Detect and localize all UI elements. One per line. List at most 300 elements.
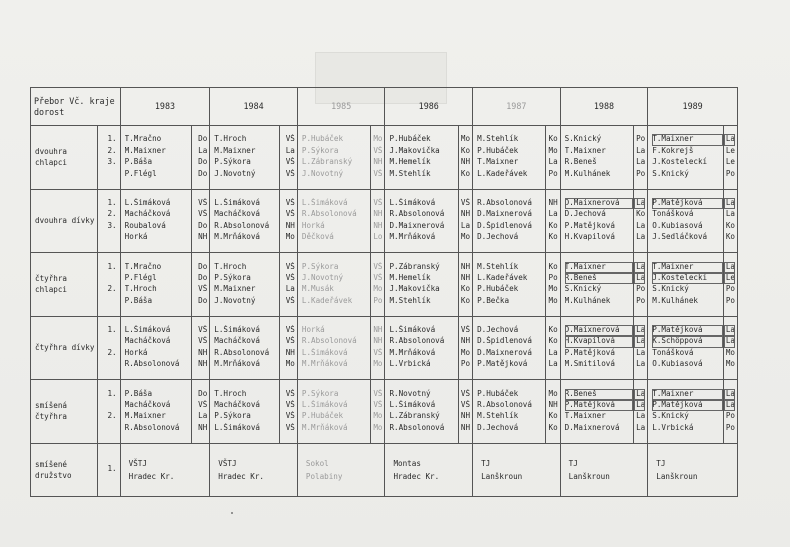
club-code: La bbox=[636, 145, 646, 155]
player-name: L.Šimáková bbox=[214, 325, 260, 335]
club-code: VŠ bbox=[198, 400, 208, 409]
player-name: L.Šimáková bbox=[301, 400, 348, 409]
club-codes-cell bbox=[279, 253, 297, 317]
section-row bbox=[31, 189, 738, 253]
club-code: Po bbox=[636, 134, 646, 144]
player-name: Děčková bbox=[301, 232, 334, 242]
club-code: NH bbox=[460, 209, 471, 219]
ink-speck bbox=[231, 512, 233, 514]
table-title: Přebor Vč. kraje dorost bbox=[31, 88, 121, 126]
player-name: L.Kadeřávek bbox=[477, 168, 528, 178]
club-codes-cell bbox=[191, 316, 209, 380]
header-row bbox=[31, 88, 738, 126]
player-name: L.Šimáková bbox=[214, 422, 260, 432]
player-name: R.Absolonová bbox=[301, 336, 357, 346]
club-code: Do bbox=[198, 272, 208, 282]
club-code: La bbox=[636, 422, 646, 432]
club-code: Ko bbox=[548, 325, 558, 335]
player-name: M.Stehlík bbox=[389, 168, 431, 178]
club-codes-cell bbox=[279, 316, 297, 380]
category-label: smíšené družstvo bbox=[31, 443, 98, 496]
placement-number bbox=[98, 400, 116, 411]
player-name: D.Maixnerová bbox=[389, 220, 445, 230]
placement-number bbox=[98, 273, 116, 284]
player-name: L.Šimáková bbox=[124, 325, 171, 335]
player-name: F.Kokrejš bbox=[652, 145, 694, 155]
club-code: La bbox=[634, 336, 645, 347]
year-header: 1985 bbox=[297, 88, 385, 126]
club-code: La bbox=[636, 157, 646, 167]
club-code: VŠ bbox=[285, 134, 295, 144]
club-code: La bbox=[725, 209, 735, 219]
player-name: M.Mrňáková bbox=[389, 347, 436, 357]
club-code: Ko bbox=[548, 232, 558, 242]
player-name: M.Mrňáková bbox=[389, 232, 436, 242]
player-names-cell bbox=[210, 380, 279, 444]
year-header: 1983 bbox=[120, 88, 210, 126]
player-name: P.Báša bbox=[124, 388, 153, 398]
section-row bbox=[31, 253, 738, 317]
club-code: La bbox=[634, 198, 645, 209]
placement-number: 1. bbox=[107, 134, 117, 144]
player-name: P.Matějková bbox=[652, 198, 722, 209]
player-name: D.Špidlenová bbox=[477, 336, 532, 346]
player-name: M.Maixner bbox=[214, 284, 256, 294]
team-cell bbox=[473, 443, 561, 496]
club-code: La bbox=[724, 134, 735, 145]
club-code: NH bbox=[373, 220, 383, 230]
player-name: Roubalová bbox=[124, 220, 166, 230]
club-codes-cell bbox=[279, 126, 297, 190]
player-names-cell bbox=[297, 253, 370, 317]
team-cell bbox=[210, 443, 298, 496]
player-name: D.Maixnerová bbox=[565, 198, 633, 209]
team-name: Sokol bbox=[305, 458, 329, 468]
club-code: VŠ bbox=[373, 168, 383, 178]
player-name: D.Maixnerová bbox=[477, 347, 532, 357]
club-code: Mo bbox=[548, 145, 558, 155]
placement-number bbox=[98, 296, 116, 307]
category-label: dvouhra dívky bbox=[31, 189, 98, 253]
player-name: P.Matějková bbox=[564, 220, 615, 230]
player-name: T.Hroch bbox=[214, 261, 247, 271]
player-name: P.Hubáček bbox=[301, 411, 344, 421]
club-codes-cell bbox=[191, 253, 209, 317]
player-name: J.Novotný bbox=[301, 168, 344, 178]
placement-number: 3. bbox=[107, 157, 117, 167]
player-name: Macháčková bbox=[214, 209, 260, 219]
club-code: VŠ bbox=[198, 325, 208, 335]
player-name: P.Sýkora bbox=[301, 261, 339, 271]
club-codes-cell bbox=[191, 126, 209, 190]
player-name: R.Absolonová bbox=[301, 209, 357, 219]
club-code: La bbox=[460, 220, 471, 230]
club-code: Do bbox=[198, 157, 208, 167]
section-row bbox=[31, 380, 738, 444]
team-name: TJ bbox=[656, 458, 666, 468]
year-header: 1986 bbox=[385, 88, 473, 126]
player-names-cell bbox=[120, 126, 191, 190]
player-names-cell bbox=[210, 253, 279, 317]
player-names-cell bbox=[297, 126, 370, 190]
club-code: VŠ bbox=[373, 198, 383, 208]
player-name: Macháčková bbox=[124, 336, 171, 346]
player-name: R.Absolonová bbox=[477, 400, 532, 409]
club-code: Do bbox=[198, 261, 208, 271]
player-name: P.Hubáček bbox=[477, 284, 519, 294]
placement-number bbox=[98, 423, 116, 434]
player-names-cell bbox=[473, 253, 546, 317]
club-code: Mo bbox=[548, 295, 558, 305]
player-names-cell bbox=[385, 253, 458, 317]
club-code: Mo bbox=[548, 388, 558, 398]
club-codes-cell bbox=[371, 316, 385, 380]
player-name: J.Makovička bbox=[389, 145, 440, 155]
player-name: M.Smitilová bbox=[564, 359, 615, 369]
club-code: Po bbox=[725, 168, 735, 178]
club-code: VŠ bbox=[460, 388, 471, 398]
section-row bbox=[31, 126, 738, 190]
club-codes-cell bbox=[723, 253, 737, 317]
player-name: R.Beneš bbox=[565, 389, 633, 400]
club-code: Do bbox=[198, 134, 208, 144]
club-code: VŠ bbox=[373, 272, 383, 282]
team-city: Polabiny bbox=[305, 471, 343, 481]
club-code: NH bbox=[373, 325, 383, 335]
club-code: La bbox=[636, 347, 646, 357]
club-code: VŠ bbox=[285, 336, 295, 346]
club-codes-cell bbox=[723, 316, 737, 380]
player-name: O.Kubiasová bbox=[652, 220, 703, 230]
placement-number: 2. bbox=[107, 411, 117, 421]
club-code: La bbox=[724, 336, 735, 347]
player-name: P.Zábranský bbox=[389, 261, 440, 271]
player-name: T.Maixner bbox=[564, 411, 606, 421]
team-name: TJ bbox=[481, 458, 491, 468]
player-name: T.Maixner bbox=[652, 262, 722, 273]
club-code: NH bbox=[285, 347, 295, 357]
player-name: M.Mrňáková bbox=[301, 422, 348, 432]
club-codes-cell bbox=[633, 316, 647, 380]
player-name: R.Beneš bbox=[564, 157, 597, 167]
club-code: NH bbox=[198, 232, 208, 242]
club-codes-cell bbox=[458, 380, 472, 444]
player-names-cell bbox=[648, 189, 723, 253]
player-name: P.Flégl bbox=[124, 272, 157, 282]
placement-column bbox=[98, 380, 120, 444]
player-name: Tonášková bbox=[652, 209, 694, 219]
club-code: Ko bbox=[548, 336, 558, 346]
player-name: Horká bbox=[124, 232, 148, 242]
club-code: NH bbox=[548, 400, 558, 409]
placement-number bbox=[98, 169, 116, 180]
team-city: Lanškroun bbox=[481, 471, 523, 481]
club-code: La bbox=[724, 400, 735, 411]
club-code: La bbox=[636, 359, 646, 369]
player-name: Macháčková bbox=[124, 400, 171, 409]
player-name: O.Kubiasová bbox=[652, 359, 703, 369]
placement-number: 2. bbox=[107, 284, 117, 294]
player-name: L.Šimáková bbox=[214, 198, 260, 208]
placement-number: 1. bbox=[107, 464, 117, 474]
year-header: 1987 bbox=[473, 88, 561, 126]
club-code: Mo bbox=[373, 411, 383, 421]
club-code: VŠ bbox=[198, 198, 208, 208]
player-name: T.Hroch bbox=[214, 388, 247, 398]
club-code: VŠ bbox=[285, 325, 295, 335]
club-codes-cell bbox=[371, 253, 385, 317]
year-header: 1989 bbox=[648, 88, 738, 126]
team-cell bbox=[560, 443, 648, 496]
player-name: D.Špidlenová bbox=[477, 220, 532, 230]
club-code: Po bbox=[548, 168, 558, 178]
club-code: La bbox=[548, 157, 558, 167]
player-names-cell bbox=[385, 189, 458, 253]
player-name: H.Kvapilová bbox=[565, 336, 633, 347]
player-name: Horká bbox=[301, 325, 325, 335]
club-code: Ko bbox=[548, 411, 558, 421]
club-code: VŠ bbox=[198, 336, 208, 346]
player-name: P.Sýkora bbox=[214, 157, 251, 167]
club-code: Ko bbox=[636, 209, 646, 219]
player-names-cell bbox=[560, 253, 633, 317]
player-name: M.Stehlík bbox=[477, 261, 519, 271]
player-name: S.Knický bbox=[652, 168, 689, 178]
club-code: La bbox=[724, 262, 735, 273]
club-code: Do bbox=[198, 295, 208, 305]
player-name: T.Maixner bbox=[564, 145, 606, 155]
player-name: P.Bečka bbox=[477, 295, 510, 305]
club-code: VŠ bbox=[285, 168, 295, 178]
player-name: M.Maixner bbox=[214, 145, 256, 155]
player-name: L.Kadeřávek bbox=[301, 295, 353, 305]
club-codes-cell bbox=[191, 189, 209, 253]
club-code: Mo bbox=[373, 134, 383, 144]
player-name: P.Sýkora bbox=[301, 145, 339, 155]
club-code: Mo bbox=[285, 359, 295, 369]
player-name: P.Hubáček bbox=[301, 134, 344, 144]
player-name: S.Knický bbox=[564, 284, 602, 294]
player-name: D.Jechová bbox=[477, 232, 519, 242]
placement-number: 3. bbox=[107, 220, 117, 230]
club-codes-cell bbox=[723, 189, 737, 253]
player-names-cell bbox=[385, 126, 458, 190]
player-name: S.Knický bbox=[652, 411, 689, 421]
club-code: NH bbox=[460, 411, 471, 421]
club-codes-cell bbox=[371, 126, 385, 190]
club-code: Mo bbox=[725, 359, 735, 369]
player-names-cell bbox=[210, 126, 279, 190]
club-code: Po bbox=[636, 168, 646, 178]
player-name: D.Maixnerová bbox=[565, 325, 633, 336]
player-names-cell bbox=[648, 380, 723, 444]
player-name: M.Mrňáková bbox=[301, 359, 348, 369]
player-names-cell bbox=[473, 126, 546, 190]
player-name: J.Novotný bbox=[214, 295, 256, 305]
club-code: VŠ bbox=[285, 411, 295, 421]
club-codes-cell bbox=[458, 126, 472, 190]
club-code: Po bbox=[460, 359, 471, 369]
player-names-cell bbox=[473, 380, 546, 444]
club-code: VŠ bbox=[285, 261, 295, 271]
club-code: NH bbox=[460, 272, 471, 282]
player-name: D.Jechová bbox=[564, 209, 606, 219]
year-header: 1984 bbox=[210, 88, 298, 126]
club-code: Le bbox=[725, 157, 735, 167]
player-name: M.Maixner bbox=[124, 145, 166, 155]
category-label: smíšená čtyřhra bbox=[31, 380, 98, 444]
year-header: 1988 bbox=[560, 88, 648, 126]
player-name: P.Sýkora bbox=[301, 388, 339, 398]
player-name: Macháčková bbox=[214, 400, 260, 409]
club-code: La bbox=[634, 400, 645, 411]
team-cell bbox=[385, 443, 473, 496]
club-code: Le bbox=[724, 273, 735, 284]
category-label: dvouhra chlapci bbox=[31, 126, 98, 190]
player-name: T.Maixner bbox=[565, 262, 633, 273]
placement-number: 1. bbox=[107, 325, 117, 335]
club-codes-cell bbox=[279, 189, 297, 253]
player-names-cell bbox=[120, 189, 191, 253]
player-names-cell bbox=[473, 316, 546, 380]
club-code: Po bbox=[373, 295, 383, 305]
player-name: M.Stehlík bbox=[477, 411, 519, 421]
placement-column bbox=[98, 253, 120, 317]
player-name: P.Matějková bbox=[652, 325, 722, 336]
player-name: R.Absolonová bbox=[214, 220, 270, 230]
club-code: NH bbox=[460, 261, 471, 271]
player-name: P.Hubáček bbox=[477, 145, 519, 155]
club-code: La bbox=[636, 220, 646, 230]
club-codes-cell bbox=[458, 189, 472, 253]
player-name: R.Absolonová bbox=[214, 347, 270, 357]
player-name: T.Hroch bbox=[124, 284, 157, 294]
placement-number: 2. bbox=[107, 145, 117, 155]
placement-number: 1. bbox=[107, 198, 117, 208]
player-name: M.Maixner bbox=[124, 411, 166, 421]
club-code: Mo bbox=[373, 359, 383, 369]
club-code: Po bbox=[636, 284, 646, 294]
player-name: T.Mračno bbox=[124, 134, 162, 144]
player-names-cell bbox=[120, 380, 191, 444]
club-code: Ko bbox=[460, 284, 471, 294]
club-code: La bbox=[724, 325, 735, 336]
player-name: P.Báša bbox=[124, 157, 153, 167]
player-name: P.Sýkora bbox=[214, 411, 251, 421]
player-name: L.Vrbická bbox=[652, 422, 694, 432]
player-name: J.Kosteleckí bbox=[652, 273, 722, 284]
player-name: L.Šimáková bbox=[389, 325, 436, 335]
player-name: L.Šimáková bbox=[389, 198, 436, 208]
player-name: M.Musák bbox=[301, 284, 334, 294]
player-name: M.Stehlík bbox=[389, 295, 431, 305]
player-name: R.Absolonová bbox=[124, 422, 180, 432]
club-codes-cell bbox=[633, 380, 647, 444]
player-name: Macháčková bbox=[124, 209, 171, 219]
club-code: VŠ bbox=[373, 347, 383, 357]
club-code: La bbox=[634, 325, 645, 336]
club-code: Mo bbox=[285, 232, 295, 242]
player-name: M.Kulhánek bbox=[564, 168, 611, 178]
player-name: J.Novotný bbox=[214, 168, 256, 178]
club-codes-cell bbox=[546, 316, 560, 380]
player-names-cell bbox=[120, 253, 191, 317]
player-names-cell bbox=[648, 316, 723, 380]
placement-column bbox=[98, 126, 120, 190]
club-code: NH bbox=[373, 336, 383, 346]
player-name: K.Schöppová bbox=[652, 336, 722, 347]
player-name: J.Novotný bbox=[301, 272, 344, 282]
club-code: VŠ bbox=[373, 261, 383, 271]
player-name: D.Jechová bbox=[477, 422, 519, 432]
player-name: P.Matějková bbox=[564, 347, 615, 357]
club-codes-cell bbox=[279, 380, 297, 444]
club-code: NH bbox=[198, 347, 208, 357]
team-city: Hradec Kr. bbox=[393, 471, 440, 481]
club-code: Po bbox=[725, 295, 735, 305]
club-code: La bbox=[634, 389, 645, 400]
player-name: R.Absolonová bbox=[389, 336, 445, 346]
club-code: NH bbox=[460, 422, 471, 432]
club-code: La bbox=[285, 145, 295, 155]
player-name: Macháčková bbox=[214, 336, 260, 346]
club-code: Mo bbox=[460, 232, 471, 242]
club-codes-cell bbox=[458, 253, 472, 317]
team-name: VŠTJ bbox=[128, 458, 147, 468]
player-names-cell bbox=[560, 189, 633, 253]
club-codes-cell bbox=[371, 189, 385, 253]
club-code: NH bbox=[373, 209, 383, 219]
player-names-cell bbox=[648, 126, 723, 190]
player-names-cell bbox=[560, 126, 633, 190]
player-name: T.Maixner bbox=[652, 134, 722, 145]
team-cell bbox=[297, 443, 385, 496]
club-code: NH bbox=[460, 157, 471, 167]
club-code: Do bbox=[198, 388, 208, 398]
club-code: Mo bbox=[725, 347, 735, 357]
club-code: La bbox=[198, 145, 208, 155]
club-code: VŠ bbox=[285, 157, 295, 167]
player-name: L.Zábranský bbox=[389, 411, 440, 421]
team-name: TJ bbox=[568, 458, 578, 468]
player-name: L.Zábranský bbox=[301, 157, 353, 167]
placement-number: 2. bbox=[107, 347, 117, 357]
club-code: Ko bbox=[548, 134, 558, 144]
placement-number: 1. bbox=[107, 261, 117, 271]
player-name: D.Maixnerová bbox=[564, 422, 620, 432]
placement-number: 1. bbox=[107, 388, 117, 398]
player-name: M.Hemelík bbox=[389, 157, 431, 167]
club-code: Ko bbox=[548, 261, 558, 271]
club-codes-cell bbox=[723, 380, 737, 444]
player-names-cell bbox=[560, 316, 633, 380]
team-city: Hradec Kr. bbox=[128, 471, 175, 481]
category-label: čtyřhra dívky bbox=[31, 316, 98, 380]
player-names-cell bbox=[120, 316, 191, 380]
club-code: Ko bbox=[460, 145, 471, 155]
club-code: Po bbox=[548, 272, 558, 282]
player-name: P.Hubáček bbox=[389, 134, 431, 144]
club-code: Ko bbox=[460, 168, 471, 178]
player-name: Tonášková bbox=[652, 347, 694, 357]
player-name: P.Sýkora bbox=[214, 272, 251, 282]
player-names-cell bbox=[210, 189, 279, 253]
player-name: M.Kulhánek bbox=[564, 295, 611, 305]
player-name: T.Mračno bbox=[124, 261, 162, 271]
player-names-cell bbox=[297, 380, 370, 444]
player-name: J.Sedláčková bbox=[652, 232, 708, 242]
club-code: VŠ bbox=[460, 400, 471, 409]
